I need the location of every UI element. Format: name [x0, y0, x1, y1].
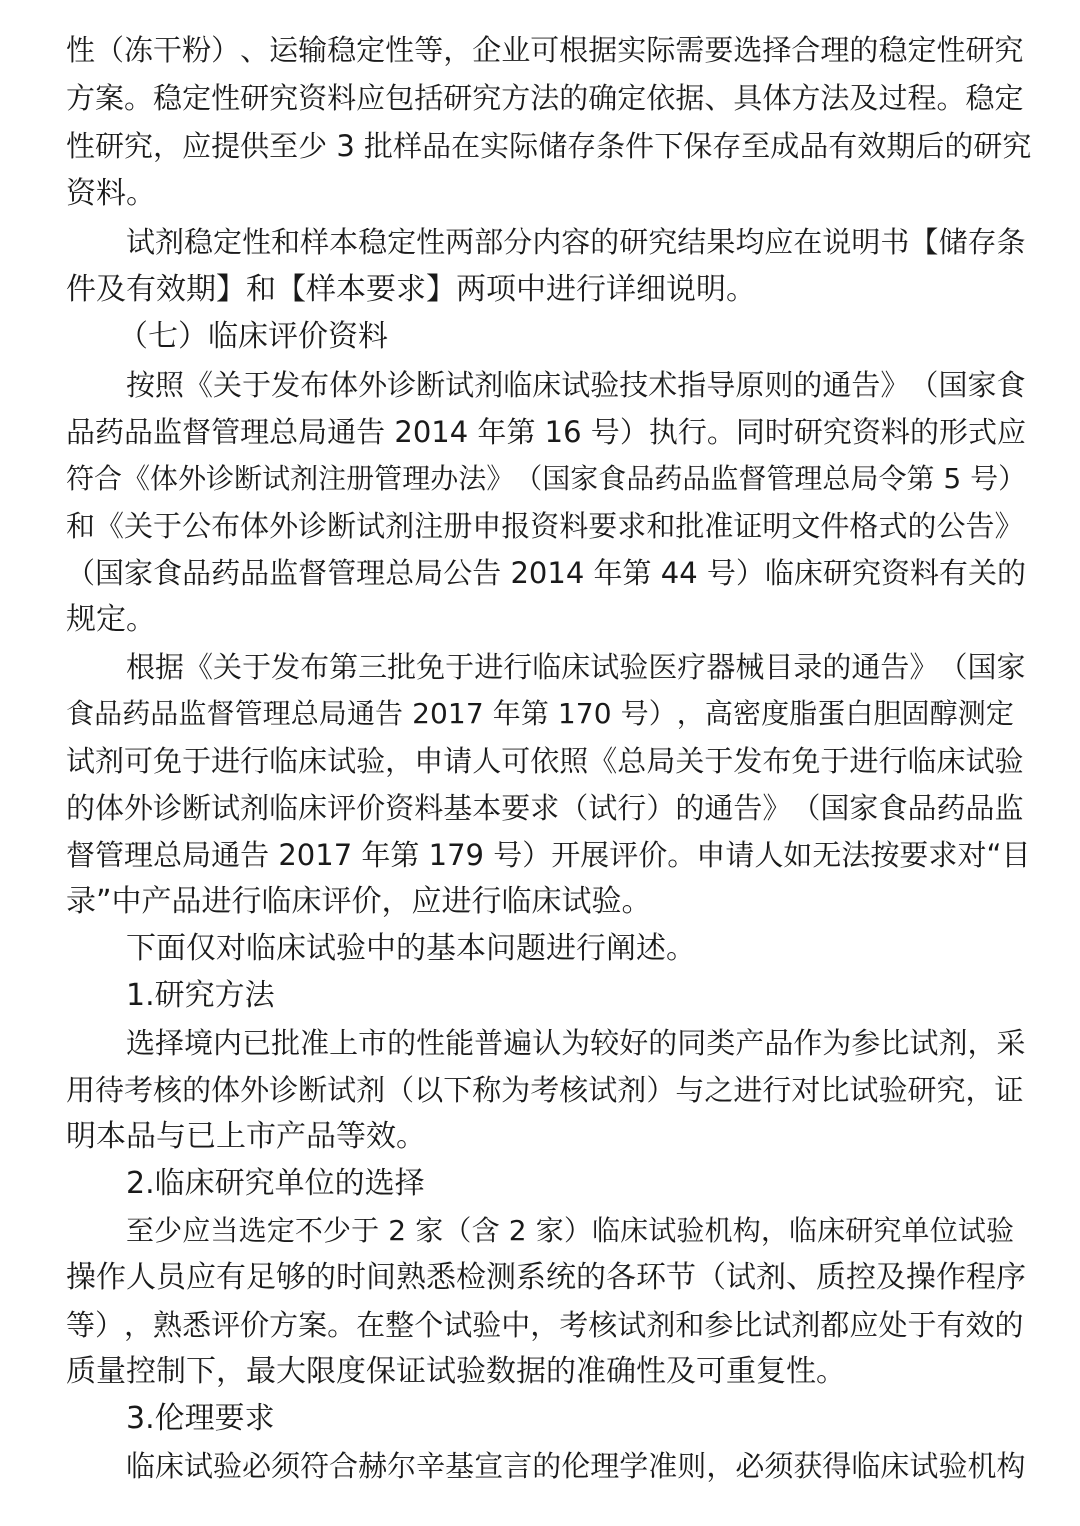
- text-line: 按 照 《 关 于 发 布 体 外 诊 断 试 剂 临 床 试 验 技 术 指 导 原 则 的 通 告 》 （ 国 家 食: [126, 368, 1026, 402]
- text-line: 督 管 理 总 局 通 告 2 0 1 7 年 第 1 7 9 号 ） 开 展 评 价 。 申 请 人 如 无 法 按 要 求 对 “ 目: [66, 838, 1031, 872]
- text-line: 选 择 境 内 已 批 准 上 市 的 性 能 普 遍 认 为 较 好 的 同 类 产 品 作 为 参 比 试 剂 ， 采: [126, 1026, 1026, 1060]
- text-line: 符 合 《 体 外 诊 断 试 剂 注 册 管 理 办 法 》 （ 国 家 食 品 药 品 监 督 管 理 总 局 令 第 5 号 ）: [66, 462, 1027, 495]
- text-line: 明本品与已上市产品等效。: [66, 1119, 426, 1154]
- text-line: 下面仅对临床试验中的基本问题进行阐述。: [126, 931, 696, 966]
- text-line: 性 研 究 ， 应 提 供 至 少 3 批 样 品 在 实 际 储 存 条 件 下 保 存 至 成 品 有 效 期 后 的 研 究: [66, 129, 1032, 163]
- text-line: 规定。: [66, 602, 156, 637]
- text-line: 试 剂 可 免 于 进 行 临 床 试 验 ， 申 请 人 可 依 照 《 总 局 关 于 发 布 免 于 进 行 临 床 试 验: [66, 744, 1024, 778]
- text-line: 食 品 药 品 监 督 管 理 总 局 通 告 2 0 1 7 年 第 1 7 0 号 ） ， 高 密 度 脂 蛋 白 胆 固 醇 测 定: [66, 697, 1014, 730]
- text-line: 等 ） ， 熟 悉 评 价 方 案 。 在 整 个 试 验 中 ， 考 核 试 剂 和 参 比 试 剂 都 应 处 于 有 效 的: [66, 1308, 1024, 1342]
- subsection-heading: 1.研究方法: [126, 978, 275, 1013]
- section-heading: （七）临床评价资料: [118, 319, 388, 354]
- text-line: 操 作 人 员 应 有 足 够 的 时 间 熟 悉 检 测 系 统 的 各 环 节 （ 试 剂 、 质 控 及 操 作 程 序: [66, 1260, 1026, 1295]
- text-line: 和 《 关 于 公 布 体 外 诊 断 试 剂 注 册 申 报 资 料 要 求 和 批 准 证 明 文 件 格 式 的 公 告 》: [66, 509, 1024, 543]
- text-line: 资料。: [66, 176, 156, 211]
- text-line: 质量控制下，最大限度保证试验数据的准确性及可重复性。: [66, 1354, 846, 1389]
- text-line: 的 体 外 诊 断 试 剂 临 床 评 价 资 料 基 本 要 求 （ 试 行 ） 的 通 告 》 （ 国 家 食 品 药 品 监: [66, 791, 1024, 825]
- subsection-heading: 3.伦理要求: [126, 1401, 275, 1436]
- subsection-heading: 2.临床研究单位的选择: [126, 1166, 425, 1201]
- text-line: 至 少 应 当 选 定 不 少 于 2 家 （ 含 2 家 ） 临 床 试 验 机 构 ， 临 床 研 究 单 位 试 验: [126, 1214, 1014, 1247]
- text-line: 用 待 考 核 的 体 外 诊 断 试 剂 （ 以 下 称 为 考 核 试 剂 ） 与 之 进 行 对 比 试 验 研 究 ， 证: [66, 1073, 1024, 1107]
- text-line: 方 案 。 稳 定 性 研 究 资 料 应 包 括 研 究 方 法 的 确 定 依 据 、 具 体 方 法 及 过 程 。 稳 定: [66, 81, 1024, 115]
- text-line: 件及有效期】和【样本要求】两项中进行详细说明。: [66, 272, 756, 307]
- text-line: 试 剂 稳 定 性 和 样 本 稳 定 性 两 部 分 内 容 的 研 究 结 果 均 应 在 说 明 书 【 储 存 条: [126, 225, 1026, 259]
- text-line: 性 （ 冻 干 粉 ） 、 运 输 稳 定 性 等 ， 企 业 可 根 据 实 际 需 要 选 择 合 理 的 稳 定 性 研 究: [66, 33, 1024, 67]
- text-line: 品 药 品 监 督 管 理 总 局 通 告 2 0 1 4 年 第 1 6 号 ） 执 行 。 同 时 研 究 资 料 的 形 式 应: [66, 415, 1027, 449]
- text-line: 临 床 试 验 必 须 符 合 赫 尔 辛 基 宣 言 的 伦 理 学 准 则 ， 必 须 获 得 临 床 试 验 机 构: [126, 1449, 1026, 1483]
- text-line: （ 国 家 食 品 药 品 监 督 管 理 总 局 公 告 2 0 1 4 年 第 4 4 号 ） 临 床 研 究 资 料 有 关 的: [66, 556, 1027, 590]
- text-line: 录”中产品进行临床评价，应进行临床试验。: [66, 884, 652, 919]
- text-line: 根 据 《 关 于 发 布 第 三 批 免 于 进 行 临 床 试 验 医 疗 器 械 目 录 的 通 告 》 （ 国 家: [126, 650, 1026, 684]
